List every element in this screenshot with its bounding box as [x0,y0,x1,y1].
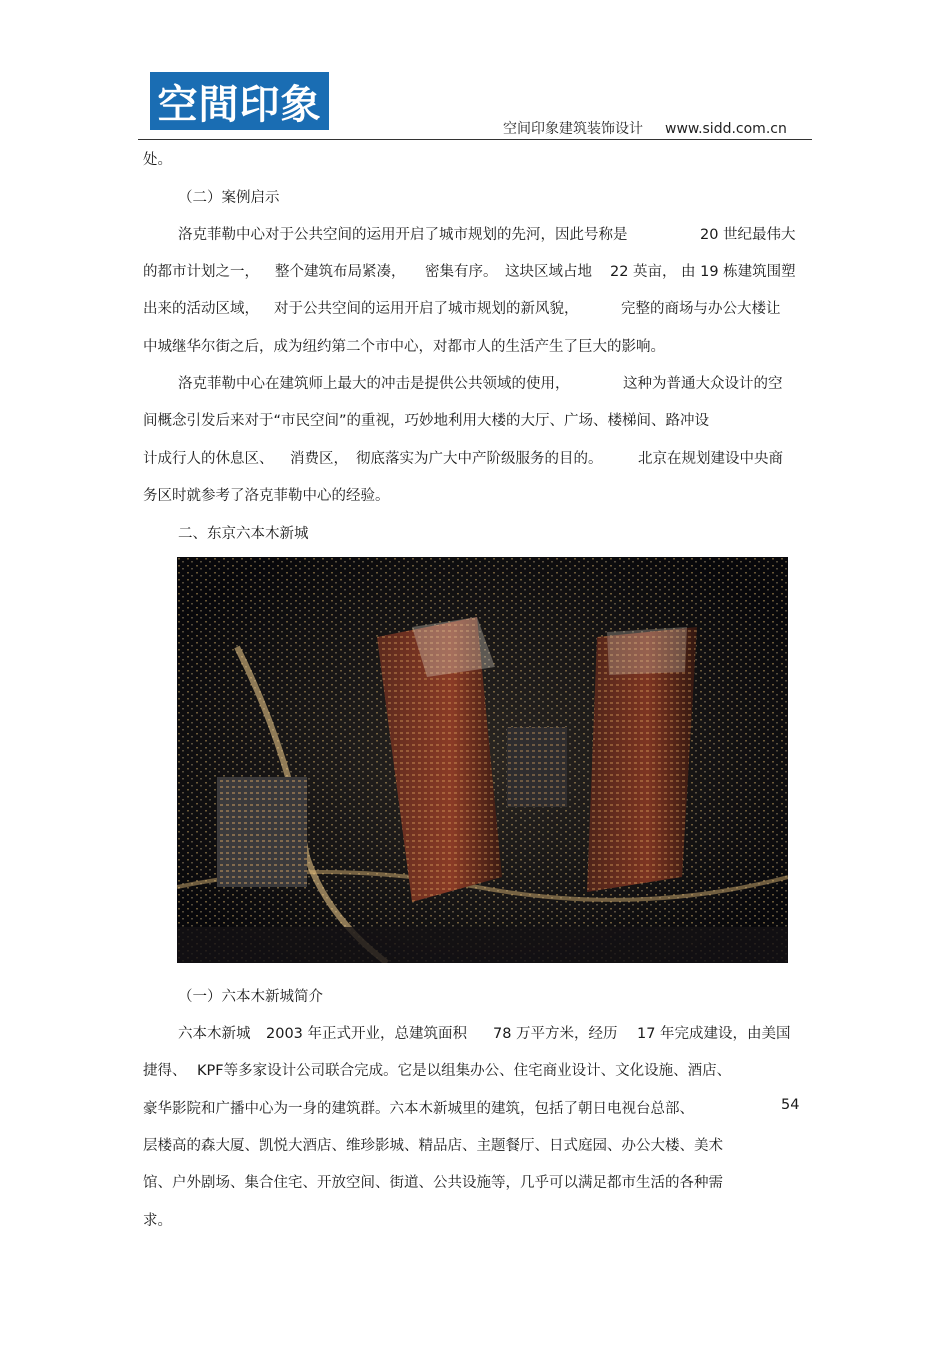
text-segment: 54 [781,1097,800,1113]
photo-illustration [177,557,788,963]
text-segment: 计成行人的休息区、 [143,451,274,467]
text-segment: 消费区， [290,451,348,467]
text-segment: 六本木新城 [178,1026,251,1042]
text-segment: 2003 年正式开业，总建筑面积 [266,1026,468,1042]
text-segment: 22 英亩， [610,264,677,280]
text-segment: 这块区域占地 [505,264,592,280]
company-url[interactable]: www.sidd.com.cn [665,121,787,137]
text-line [143,223,803,243]
text-segment: 密集有序。 [425,264,498,280]
page-header [503,118,787,138]
text-segment: 完整的商场与办公大楼让 [621,301,781,317]
text-line [143,1022,803,1042]
section-heading: 二、东京六本木新城 [178,526,309,542]
text-line [143,447,803,467]
text-line: 处。 [143,152,172,168]
text-line: 务区时就参考了洛克菲勒中心的经验。 [143,488,390,504]
text-segment: 洛克菲勒中心在建筑师上最大的冲击是提供公共领域的使用， [178,376,570,392]
text-segment: 20 世纪最伟大 [700,227,796,243]
section-heading: （一）六本木新城简介 [178,989,323,1005]
text-segment: 整个建筑布局紧凑， [275,264,406,280]
text-segment: KPF等多家设计公司联合完成。它是以组集办公、住宅商业设计、文化设施、酒店、 [197,1063,732,1079]
company-logo: 空間印象 [150,72,329,130]
text-line: 间概念引发后来对于“市民空间”的重视，巧妙地利用大楼的大厅、广场、楼梯间、路冲设 [143,413,710,429]
text-segment: 彻底落实为广大中产阶级服务的目的。 [356,451,603,467]
text-line: 馆、户外剧场、集合住宅、开放空间、街道、公共设施等，几乎可以满足都市生活的各种需 [143,1175,723,1191]
text-line [143,372,803,392]
text-line: 求。 [143,1213,172,1229]
text-segment: 由 19 栋建筑围塑 [681,264,796,280]
text-segment: 出来的活动区域， [143,301,259,317]
company-name: 空间印象建筑装饰设计 [503,121,643,137]
text-segment: 洛克菲勒中心对于公共空间的运用开启了城市规划的先河，因此号称是 [178,227,628,243]
text-line: 中城继华尔街之后，成为纽约第二个市中心，对都市人的生活产生了巨大的影响。 [143,339,665,355]
text-segment: 对于公共空间的运用开启了城市规划的新风貌， [274,301,579,317]
text-segment: 这种为普通大众设计的空 [623,376,783,392]
text-line [143,297,803,317]
text-segment: 78 万平方米，经历 [493,1026,618,1042]
section-heading: （二）案例启示 [178,190,280,206]
text-line: 层楼高的森大厦、凯悦大酒店、维珍影城、精品店、主题餐厅、日式庭园、办公大楼、美术 [143,1138,723,1154]
header-divider [138,139,812,140]
text-line [143,1059,803,1079]
night-aerial-photo [177,557,788,963]
text-line [143,260,803,280]
text-segment: 的都市计划之一， [143,264,259,280]
text-segment: 17 年完成建设，由美国 [637,1026,791,1042]
text-segment: 北京在规划建设中央商 [638,451,783,467]
text-segment: 豪华影院和广播中心为一身的建筑群。六本木新城里的建筑，包括了朝日电视台总部、 [143,1101,694,1117]
text-segment: 捷得、 [143,1063,187,1079]
text-line [143,1097,803,1117]
